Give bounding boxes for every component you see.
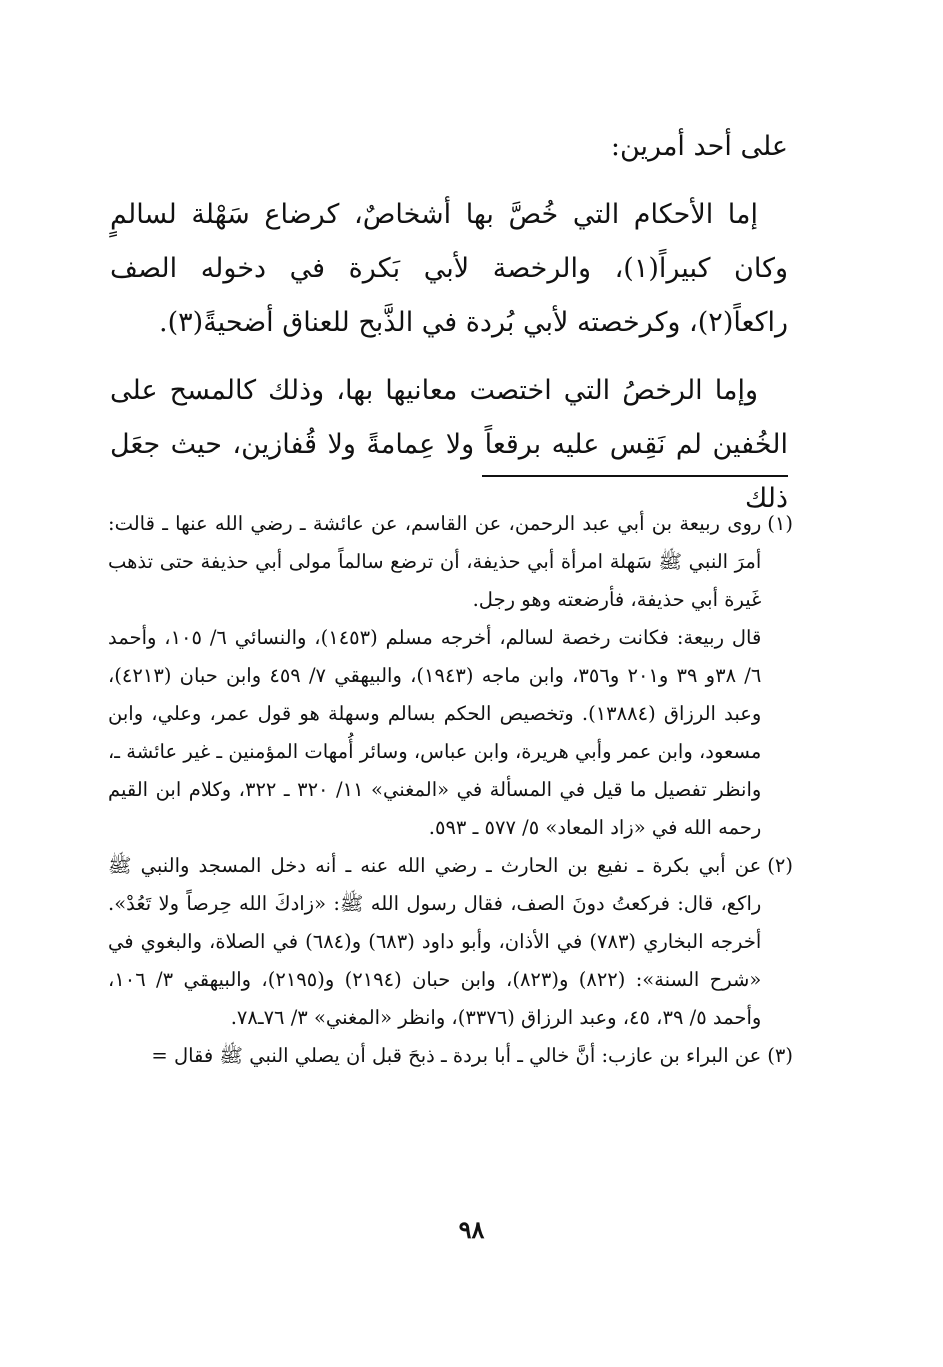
main-text: [110, 120, 788, 526]
footnotes: [108, 505, 793, 1075]
footnote-text: عن أبي بكرة ـ نفيع بن الحارث ـ رضي الله عنه ـ أنه دخل المسجد والنبي ﷺ راكع، قال: فركعتُ دونَ الصف، فقال رسول الله ﷺ: «زادكَ الله حِرصاً ولا تَعُدْ». أخرجه البخاري (٧٨٣) في الأذان، وأبو داود (٦٨٣) و(٦٨٤) في الصلاة، والبغوي في «شرح السنة»: (٨٢٢) و(٨٢٣)، وابن حبان (٢١٩٤) و(٢١٩٥)، والبيهقي ٣/ ١٠٦، وأحمد ٥/ ٣٩، ٤٥، وعبد الرزاق (٣٣٧٦)، وانظر «المغني» ٣/ ٧٦ـ٧٨.: [108, 854, 762, 1029]
paragraph-specific-rulings: إما الأحكام التي خُصَّ بها أشخاصٌ، كرضاع سَهْلة لسالمٍ وكان كبيراً(١)، والرخصة لأبي بَكرة في دخوله الصف راكعاً(٢)، وكرخصته لأبي بُردة في الذَّبح للعناق أضحيةً(٣).: [110, 199, 788, 338]
footnote-text: عن البراء بن عازب: أنَّ خالي ـ أبا بردة ـ ذبحَ قبل أن يصلي النبي ﷺ فقال =: [151, 1044, 762, 1067]
footnote-text: قال ربيعة: فكانت رخصة لسالم، أخرجه مسلم (١٤٥٣)، والنسائي ٦/ ١٠٥، وأحمد ٦/ ٣٨و ٣٩ و٢٠١ و٣٥٦، وابن ماجه (١٩٤٣)، والبيهقي ٧/ ٤٥٩ وابن حبان (٤٢١٣)، وعبد الرزاق (١٣٨٨٤). وتخصيص الحكم بسالم وسهلة هو قول عمر، وعلي، وابن مسعود، وابن عمر وأبي هريرة، وابن عباس، وسائر أُمهات المؤمنين ـ غير عائشة ـ، وانظر تفصيل ما قيل في المسألة في «المغني» ١١/ ٣٢٠ ـ ٣٢٢، وكلام ابن القيم رحمه الله في «زاد المعاد» ٥/ ٥٧٧ ـ ٥٩٣.: [108, 626, 762, 839]
footnote-3: [108, 1037, 793, 1075]
footnote-number: (١): [767, 512, 793, 535]
footnote-number: (٢): [767, 854, 793, 877]
page-number: ٩٨: [458, 1215, 485, 1244]
footnote-number: (٣): [767, 1044, 793, 1067]
footnote-1: [108, 505, 793, 847]
footnote-2: [108, 847, 793, 1037]
intro-line: على أحد أمرين:: [610, 131, 788, 162]
footnote-text: روى ربيعة بن أبي عبد الرحمن، عن القاسم، عن عائشة ـ رضي الله عنها ـ قالت: أمرَ النبي ﷺ سَهلة امرأة أبي حذيفة، أن ترضع سالماً مولى أبي حذيفة حتى تذهب غَيرة أبي حذيفة، فأرضعته وهو رجل.: [108, 512, 762, 611]
footnote-separator: [482, 475, 788, 477]
paragraph-specific-meanings: وإما الرخصُ التي اختصت معانيها بها، وذلك كالمسح على الخُفين لم نَقِس عليه برقعاً ولا عِمامةً ولا قُفازين، حيث جعَل ذلك: [110, 375, 788, 514]
